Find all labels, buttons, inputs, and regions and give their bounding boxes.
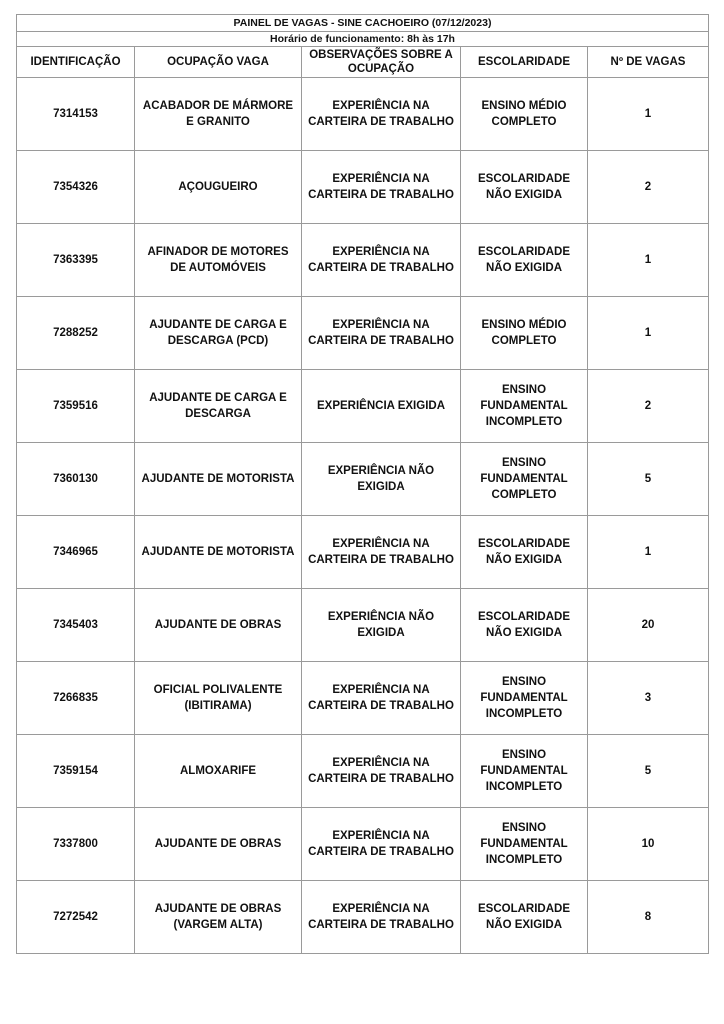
cell-vacancies: 2 bbox=[588, 151, 709, 224]
cell-education: ESCOLARIDADE NÃO EXIGIDA bbox=[461, 589, 588, 662]
table-row bbox=[17, 881, 709, 954]
cell-education: ENSINO FUNDAMENTAL INCOMPLETO bbox=[461, 808, 588, 881]
cell-occupation: OFICIAL POLIVALENTE (IBITIRAMA) bbox=[135, 662, 302, 735]
cell-vacancies: 1 bbox=[588, 516, 709, 589]
cell-observations: EXPERIÊNCIA NA CARTEIRA DE TRABALHO bbox=[302, 735, 461, 808]
cell-education: ESCOLARIDADE NÃO EXIGIDA bbox=[461, 151, 588, 224]
table-row bbox=[17, 370, 709, 443]
cell-vacancies: 2 bbox=[588, 370, 709, 443]
cell-id: 7363395 bbox=[17, 224, 135, 297]
cell-vacancies: 1 bbox=[588, 224, 709, 297]
cell-occupation: AJUDANTE DE CARGA E DESCARGA bbox=[135, 370, 302, 443]
column-header-education: ESCOLARIDADE bbox=[461, 47, 588, 78]
table-row bbox=[17, 78, 709, 151]
cell-occupation: AJUDANTE DE OBRAS bbox=[135, 589, 302, 662]
cell-education: ENSINO FUNDAMENTAL INCOMPLETO bbox=[461, 370, 588, 443]
cell-id: 7314153 bbox=[17, 78, 135, 151]
column-header-occupation: OCUPAÇÃO VAGA bbox=[135, 47, 302, 78]
cell-vacancies: 20 bbox=[588, 589, 709, 662]
cell-observations: EXPERIÊNCIA NA CARTEIRA DE TRABALHO bbox=[302, 78, 461, 151]
table-row bbox=[17, 297, 709, 370]
cell-observations: EXPERIÊNCIA NÃO EXIGIDA bbox=[302, 443, 461, 516]
cell-id: 7266835 bbox=[17, 662, 135, 735]
job-vacancies-table bbox=[16, 14, 709, 954]
cell-occupation: ALMOXARIFE bbox=[135, 735, 302, 808]
table-header-row bbox=[17, 47, 709, 78]
cell-observations: EXPERIÊNCIA EXIGIDA bbox=[302, 370, 461, 443]
cell-observations: EXPERIÊNCIA NA CARTEIRA DE TRABALHO bbox=[302, 881, 461, 954]
cell-id: 7272542 bbox=[17, 881, 135, 954]
table-row bbox=[17, 589, 709, 662]
column-header-vacancies: Nº DE VAGAS bbox=[588, 47, 709, 78]
cell-occupation: AFINADOR DE MOTORES DE AUTOMÓVEIS bbox=[135, 224, 302, 297]
cell-education: ESCOLARIDADE NÃO EXIGIDA bbox=[461, 881, 588, 954]
cell-observations: EXPERIÊNCIA NA CARTEIRA DE TRABALHO bbox=[302, 662, 461, 735]
cell-vacancies: 3 bbox=[588, 662, 709, 735]
cell-vacancies: 8 bbox=[588, 881, 709, 954]
table-row bbox=[17, 151, 709, 224]
cell-occupation: AJUDANTE DE OBRAS bbox=[135, 808, 302, 881]
cell-observations: EXPERIÊNCIA NA CARTEIRA DE TRABALHO bbox=[302, 224, 461, 297]
cell-education: ENSINO MÉDIO COMPLETO bbox=[461, 78, 588, 151]
cell-occupation: AJUDANTE DE MOTORISTA bbox=[135, 443, 302, 516]
cell-id: 7354326 bbox=[17, 151, 135, 224]
cell-observations: EXPERIÊNCIA NA CARTEIRA DE TRABALHO bbox=[302, 297, 461, 370]
cell-occupation: AÇOUGUEIRO bbox=[135, 151, 302, 224]
cell-education: ENSINO MÉDIO COMPLETO bbox=[461, 297, 588, 370]
table-row bbox=[17, 516, 709, 589]
cell-id: 7337800 bbox=[17, 808, 135, 881]
table-row bbox=[17, 735, 709, 808]
cell-id: 7345403 bbox=[17, 589, 135, 662]
cell-observations: EXPERIÊNCIA NA CARTEIRA DE TRABALHO bbox=[302, 516, 461, 589]
cell-occupation: AJUDANTE DE MOTORISTA bbox=[135, 516, 302, 589]
table-row bbox=[17, 662, 709, 735]
cell-id: 7359154 bbox=[17, 735, 135, 808]
cell-occupation: AJUDANTE DE OBRAS (VARGEM ALTA) bbox=[135, 881, 302, 954]
opening-hours: Horário de funcionamento: 8h às 17h bbox=[17, 32, 709, 47]
cell-id: 7359516 bbox=[17, 370, 135, 443]
cell-occupation: AJUDANTE DE CARGA E DESCARGA (PCD) bbox=[135, 297, 302, 370]
cell-vacancies: 5 bbox=[588, 735, 709, 808]
table-row bbox=[17, 808, 709, 881]
cell-occupation: ACABADOR DE MÁRMORE E GRANITO bbox=[135, 78, 302, 151]
cell-id: 7288252 bbox=[17, 297, 135, 370]
cell-education: ENSINO FUNDAMENTAL COMPLETO bbox=[461, 443, 588, 516]
cell-vacancies: 10 bbox=[588, 808, 709, 881]
cell-observations: EXPERIÊNCIA NA CARTEIRA DE TRABALHO bbox=[302, 151, 461, 224]
cell-education: ENSINO FUNDAMENTAL INCOMPLETO bbox=[461, 735, 588, 808]
page-title: PAINEL DE VAGAS - SINE CACHOEIRO (07/12/2023) bbox=[17, 15, 709, 32]
cell-id: 7346965 bbox=[17, 516, 135, 589]
cell-education: ESCOLARIDADE NÃO EXIGIDA bbox=[461, 224, 588, 297]
cell-vacancies: 1 bbox=[588, 297, 709, 370]
cell-vacancies: 1 bbox=[588, 78, 709, 151]
table-row bbox=[17, 443, 709, 516]
table-row bbox=[17, 224, 709, 297]
cell-education: ESCOLARIDADE NÃO EXIGIDA bbox=[461, 516, 588, 589]
cell-vacancies: 5 bbox=[588, 443, 709, 516]
cell-education: ENSINO FUNDAMENTAL INCOMPLETO bbox=[461, 662, 588, 735]
column-header-observations: OBSERVAÇÕES SOBRE A OCUPAÇÃO bbox=[302, 47, 461, 78]
cell-id: 7360130 bbox=[17, 443, 135, 516]
cell-observations: EXPERIÊNCIA NÃO EXIGIDA bbox=[302, 589, 461, 662]
cell-observations: EXPERIÊNCIA NA CARTEIRA DE TRABALHO bbox=[302, 808, 461, 881]
column-header-id: IDENTIFICAÇÃO bbox=[17, 47, 135, 78]
